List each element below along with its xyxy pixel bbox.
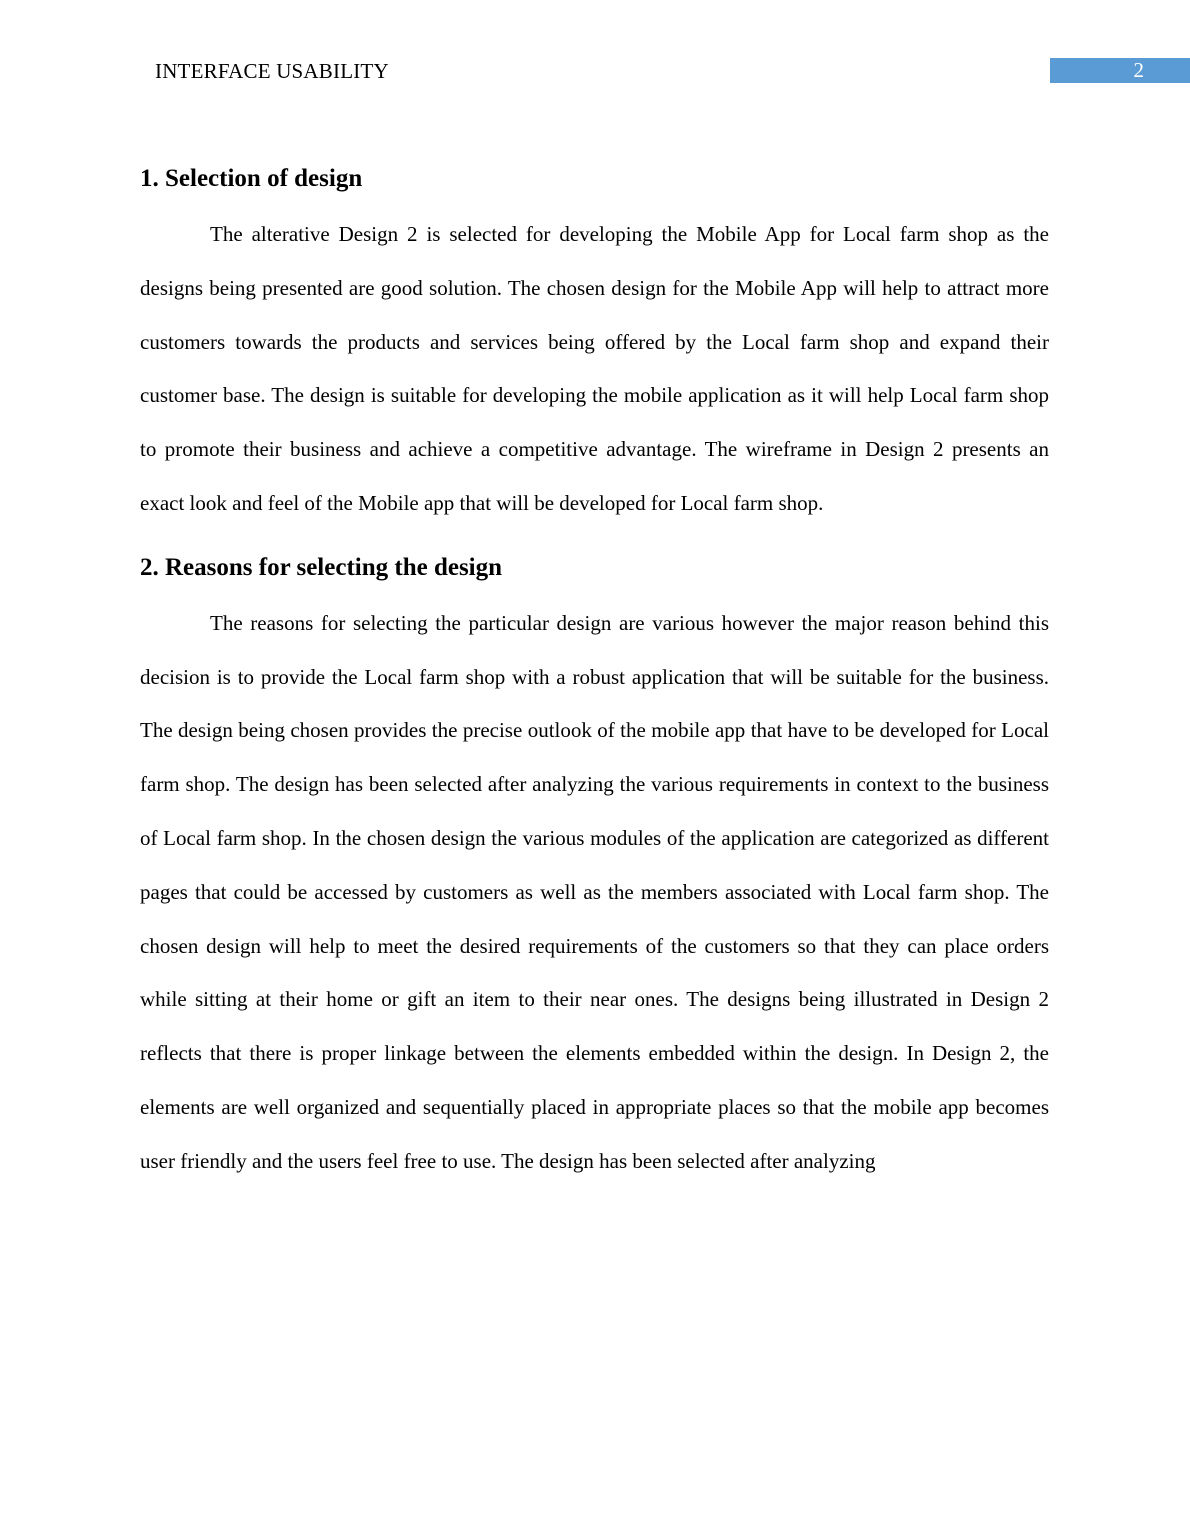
page-number-box (1050, 58, 1190, 83)
section-heading-reasons-for-selecting: 2. Reasons for selecting the design (140, 553, 503, 581)
running-head: INTERFACE USABILITY (155, 59, 389, 83)
section-paragraph-selection-of-design: The alterative Design 2 is selected for developing the Mobile App for Local farm shop as the designs being presented are good solution. The chosen design for the Mobile App will help to attract more customers towards the products and services being offered by the Local farm shop and expand their customer base. The design is suitable for developing the mobile application as it will help Local farm shop to promote their business and achieve a competitive advantage. The wireframe in Design 2 presents an exact look and feel of the Mobile app that will be developed for Local farm shop. (140, 222, 1049, 515)
section-heading-selection-of-design: 1. Selection of design (140, 165, 363, 192)
section-paragraph-reasons-for-selecting: The reasons for selecting the particular design are various however the major reason behind this decision is to provide the Local farm shop with a robust application that will be suitable for the business. The design being chosen provides the precise outlook of the mobile app that have to be developed for Local farm shop. The design has been selected after analyzing the various requirements in context to the business of Local farm shop. In the chosen design the various modules of the application are categorized as different pages that could be accessed by customers as well as the members associated with Local farm shop. The chosen design will help to meet the desired requirements of the customers so that they can place orders while sitting at their home or gift an item to their near ones. The designs being illustrated in Design 2 reflects that there is proper linkage between the elements embedded within the design. In Design 2, the elements are well organized and sequentially placed in appropriate places so that the mobile app becomes user friendly and the users feel free to use. The design has been selected after analyzing (140, 610, 1049, 1173)
document-body (140, 156, 1049, 1189)
page-number: 2 (1133, 58, 1144, 82)
